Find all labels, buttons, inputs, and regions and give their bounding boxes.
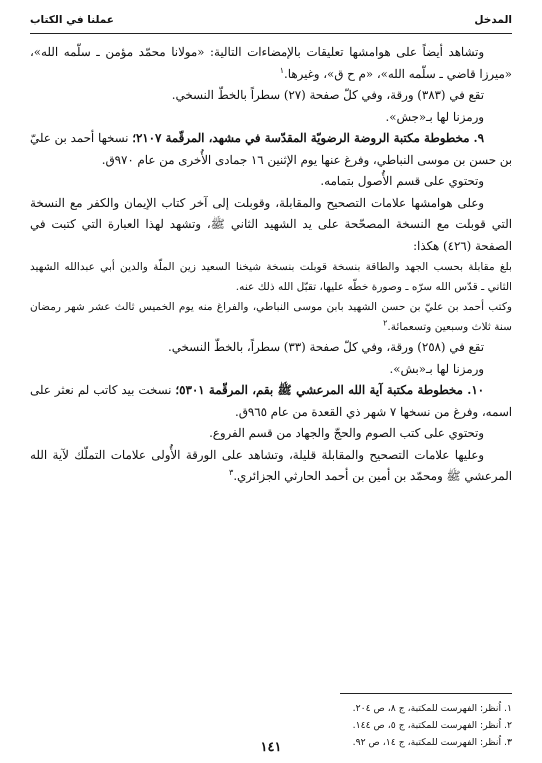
text-line: نسخت بيد كاتب لم نعثر على اسمه، وفرغ من نسخها ٧ شهر ذي القعدة من عام ٩٦٥ق. <box>30 383 512 419</box>
paragraph-margins: وعلى هوامشها علامات التصحيح والمقابلة، وقوبلت إلى آخر كتاب الإيمان والكفر مع النسخة التي قوبلت مع النسخة المصحّحة على يد الشهيد الثاني ﷺ، وتشهد لهذا العبارة التي كتبت في الصفحة (٤٢٦) هكذا: <box>30 195 512 253</box>
footnote: ٣. اُنظر: الفهرست للمكتبة، ج ١٤، ص ٩٢. <box>352 737 512 748</box>
text-line: وتشاهد أيضاً على هوامشها تعليقات بالإمضاءات التالية: «مولانا محمّد مؤمن ـ <box>96 45 485 59</box>
paragraph-annotations <box>30 42 512 85</box>
footnote: ٢. اُنظر: الفهرست للمكتبة، ج ٥، ص ١٤٤. <box>352 720 512 731</box>
text-line: من عام ٩٧٠ق. <box>101 152 175 167</box>
header-chapter: عملنا في الكتاب <box>30 14 114 26</box>
page-number: ١٤١ <box>260 740 282 755</box>
item-title: ٩. مخطوطة مكتبة الروضة الرضويّة المقدّسة في مشهد، المرقّمة ٢١٠٧؛ <box>132 131 485 145</box>
header-rule <box>30 33 512 34</box>
quote-line <box>30 297 512 337</box>
running-header <box>30 14 512 30</box>
paragraph-contents: وتحتوي على قسم الأُصول بتمامه. <box>320 174 484 188</box>
paragraph-folios: تقع في (٢٥٨) ورقة، وفي كلّ صفحة (٣٣) سطراً، بالخطّ النسخي. <box>167 340 484 354</box>
item-title: ١٠. مخطوطة مكتبة آية الله المرعشي ﷺ بقم، المرقّمة ٥٣٠١؛ <box>175 383 485 397</box>
page-body <box>30 42 512 488</box>
quote-text: وكتب أحمد بن عليّ بن حسن الشهيد بابن موسى النباطي، والفراغ منه يوم الخميس ثالث عشر شهر رمضان سنة ثلاث وسبعين وتسعمائة. <box>30 301 512 333</box>
footnote: ١. اُنظر: الفهرست للمكتبة، ج ٨، ص ٢٠٤. <box>352 703 512 714</box>
text-line: نسخها <box>97 131 129 145</box>
header-section: المدخل <box>474 14 512 26</box>
text-line: وعليها علامات التصحيح والمقابلة قليلة، وتشاهد على الورقة الأُولى علامات التملّك لآية الله المرعشي ﷺ ومحمّد بن أمين بن أحمد الحارثي الجزائري. <box>30 447 512 483</box>
paragraph-symbol: ورمزنا لها بـ«بش». <box>389 361 484 376</box>
paragraph-contents: وتحتوي على كتب الصوم والحجّ والجهاد من قسم الفروع. <box>209 426 484 440</box>
paragraph-folios: تقع في (٣٨٣) ورقة، وفي كلّ صفحة (٢٧) سطراً بالخطّ النسخي. <box>171 88 484 102</box>
paragraph-ownership <box>30 445 512 488</box>
quote-line: بلغ مقابلة بحسب الجهد والطاقة بنسخة قوبلت بنسخة شيخنا السعيد زين الملّة والدين أبي عبدالله الشهيد الثاني ـ قدّس الله سرّه ـ وصورة خطّه عليها، تقبّل الله ذلك عنه. <box>30 261 512 293</box>
footnote-rule <box>340 693 512 694</box>
text-line: أحمد بن عليّ بن حسن بن موسى النباطي، وفرغ عنها يوم الإثنين ١٦ جمادى الأُخرى <box>30 131 512 167</box>
footnote-ref: ١ <box>279 65 284 75</box>
manuscript-item-10 <box>30 380 512 423</box>
footnote-ref: ٣ <box>229 468 234 478</box>
manuscript-item-9 <box>30 128 512 171</box>
paragraph-symbol: ورمزنا لها بـ«جش». <box>385 109 484 124</box>
text-line: سلّمه الله»، «ميرزا قاضي ـ سلّمه الله»، «م ح ق»، وغيرها. <box>30 45 512 81</box>
footnote-ref: ٢ <box>383 318 388 328</box>
